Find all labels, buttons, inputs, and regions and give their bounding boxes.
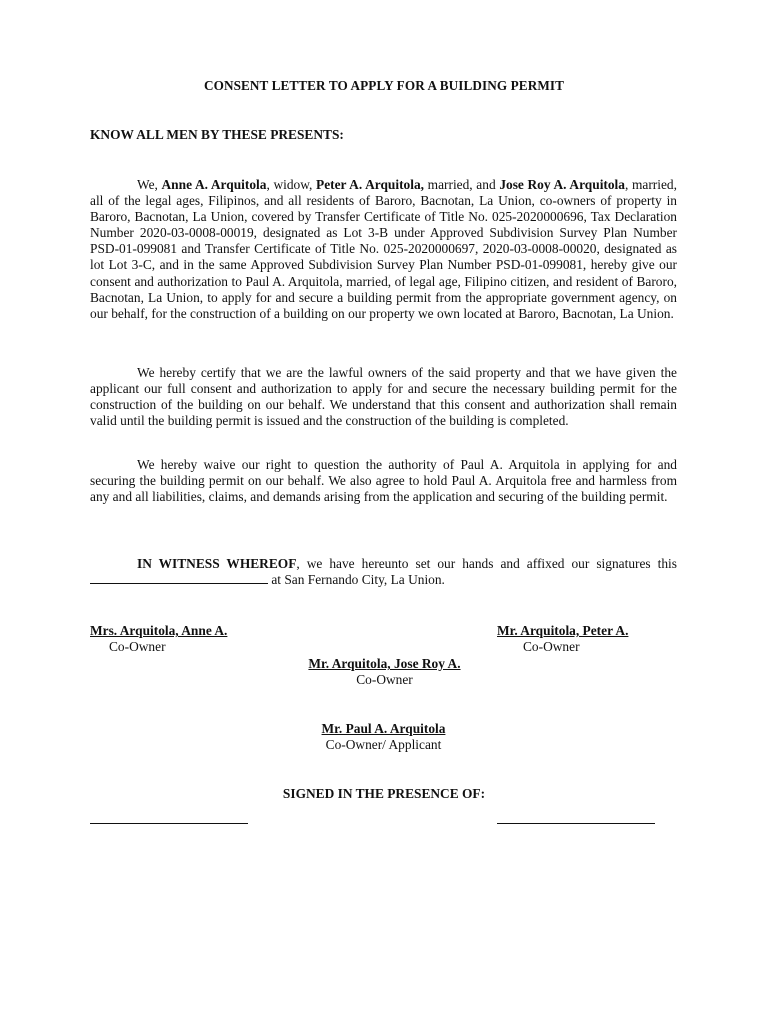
- signatory-role: Co-Owner: [109, 639, 166, 654]
- witness-paragraph: [90, 556, 677, 588]
- signature-block-paul: [312, 721, 455, 753]
- date-blank-line: [90, 572, 268, 584]
- signatory-name: Mr. Arquitola, Jose Roy A.: [308, 656, 461, 671]
- signatory-role: Co-Owner/ Applicant: [325, 737, 442, 752]
- witness-whereof-lead: IN WITNESS WHEREOF: [137, 556, 297, 571]
- preamble-heading: KNOW ALL MEN BY THESE PRESENTS:: [90, 127, 344, 142]
- consent-paragraph: [90, 177, 677, 322]
- witness-signature-line-left: [90, 823, 248, 824]
- signatory-name-anne: Anne A. Arquitola: [161, 177, 267, 192]
- paragraph-text: , widow,: [266, 177, 317, 192]
- signatory-name: Mr. Arquitola, Peter A.: [497, 623, 629, 638]
- signature-block-peter: [497, 623, 628, 655]
- document-title: CONSENT LETTER TO APPLY FOR A BUILDING PERMIT: [203, 78, 565, 93]
- signature-block-jose: [297, 656, 472, 688]
- paragraph-text: , we have hereunto set our hands and affixed our signatures this: [296, 556, 677, 571]
- signatory-name-jose: Jose Roy A. Arquitola: [499, 177, 625, 192]
- signatory-name-peter: Peter A. Arquitola,: [316, 177, 425, 192]
- certification-paragraph: We hereby certify that we are the lawful owners of the said property and that we have given the applicant our full consent and authorization to apply for and secure the necessary building permit for the construction of the building on our behalf. We understand that this consent and authorization shall remain valid until the building permit is issued and the construction of the building is completed.: [90, 365, 677, 429]
- waiver-paragraph: We hereby waive our right to question the authority of Paul A. Arquitola in applying for and securing the building permit on our behalf. We also agree to hold Paul A. Arquitola free and harmless from any and all liabilities, claims, and demands arising from the application and securing of the building permit.: [90, 457, 677, 505]
- signatory-name: Mrs. Arquitola, Anne A.: [90, 623, 228, 638]
- paragraph-text: We,: [137, 177, 162, 192]
- witness-signature-line-right: [497, 823, 655, 824]
- paragraph-text: at San Fernando City, La Union.: [268, 572, 445, 588]
- signatory-name: Mr. Paul A. Arquitola: [321, 721, 446, 736]
- signatory-role: Co-Owner: [523, 639, 580, 654]
- witness-heading: SIGNED IN THE PRESENCE OF:: [282, 786, 486, 801]
- signatory-role: Co-Owner: [356, 672, 413, 687]
- paragraph-text: , married, all of the legal ages, Filipinos, and all residents of Baroro, Bacnotan, La Union, co-owners of property in Baroro, Bacnotan, La Union, covered by Transfer Certificate of Title No. 025-2020000696, Tax Declaration Number 2020-03-0008-00019, designated as Lot 3-B under Approved Subdivision Survey Plan Number PSD-01-099081 and Transfer Certificate of Title No. 025-2020000697, 2020-03-0008-00020, designated as lot Lot 3-C, and in the same Approved Subdivision Survey Plan Number PSD-01-099081, hereby give our consent and authorization to Paul A. Arquitola, married, of legal age, Filipino citizen, and resident of Baroro, Bacnotan, La Union, to apply for and secure a building permit from the appropriate government agency, on our behalf, for the construction of a building on our property we own located at Baroro, Bacnotan, La Union.: [90, 177, 677, 321]
- paragraph-text: married, and: [424, 177, 500, 192]
- signature-block-anne: [90, 623, 227, 655]
